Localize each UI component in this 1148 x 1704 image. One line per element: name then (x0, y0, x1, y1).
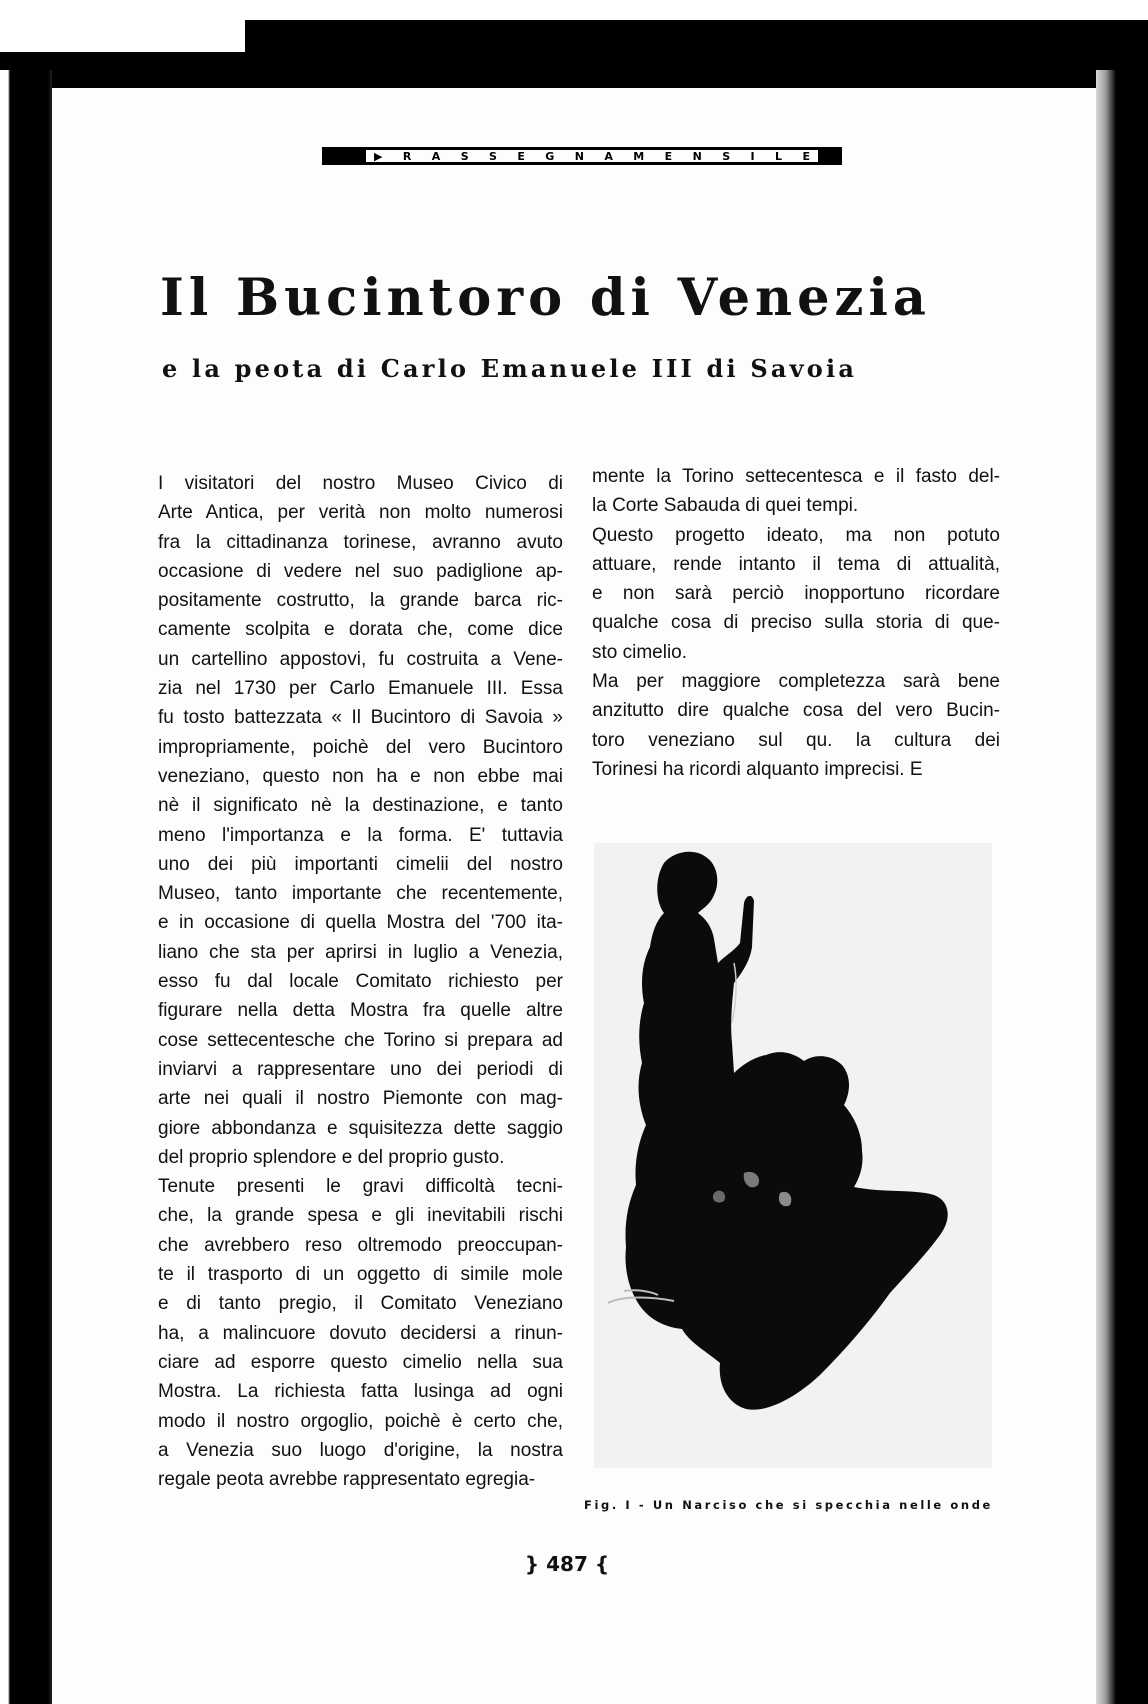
header-letter: I (750, 149, 755, 163)
carved-statue-silhouette-icon (594, 843, 992, 1468)
text-line: anzitutto dire qualche cosa del vero Bucin- (592, 700, 1000, 722)
text-line: inviarvi a rappresentare uno dei periodi di (158, 1058, 563, 1080)
header-letter: E (517, 149, 525, 163)
text-line: ha, a malincuore dovuto decidersi a rinun- (158, 1322, 563, 1344)
header-letter: N (574, 149, 584, 163)
text-line: fra la cittadinanza torinese, avranno avuto (158, 531, 563, 553)
text-line: qualche cosa di preciso sulla storia di que- (592, 612, 1000, 634)
text-line: zia nel 1730 per Carlo Emanuele III. Essa (158, 678, 563, 700)
header-letter: E (664, 149, 673, 163)
header-letter: A (604, 149, 613, 163)
header-letter: R (402, 149, 412, 163)
page-ornament-right: { (594, 1552, 610, 1576)
text-line: Mostra. La richiesta fatta lusinga ad ogni (158, 1381, 563, 1403)
text-line: e non sarà perciò inopportuno ricordare (592, 583, 1000, 605)
text-line: uno dei più importanti cimelii del nostro (158, 853, 563, 875)
text-line: liano che sta per aprirsi in luglio a Venezia, (158, 941, 563, 963)
text-line: e in occasione di quella Mostra del '700 ita- (158, 912, 563, 934)
text-line: giore abbondanza e squisitezza dette saggio (158, 1117, 563, 1139)
header-letter: M (633, 149, 645, 163)
text-line: Arte Antica, per verità non molto numerosi (158, 502, 563, 524)
text-line: meno l'importanza e la forma. E' tuttavia (158, 824, 563, 846)
text-line: del proprio splendore e del proprio gusto. (158, 1146, 505, 1168)
header-letter: G (545, 149, 555, 163)
article-subtitle: e la peota di Carlo Emanuele III di Savoia (162, 354, 858, 383)
scan-shadow-top-band (0, 52, 1148, 92)
text-line: mente la Torino settecentesca e il fasto del- (592, 466, 1000, 487)
header-letter: N (692, 149, 702, 163)
text-line: esso fu dal locale Comitato richiesto per (158, 971, 563, 993)
text-line: sto cimelio. (592, 641, 688, 663)
page-number-value: 487 (546, 1552, 588, 1576)
text-line: camente scolpita e dorata che, come dice (158, 619, 563, 641)
text-line: che, la grande spesa e gli inevitabili rischi (158, 1205, 563, 1227)
page-ornament-left: } (524, 1552, 540, 1576)
section-header-band (322, 147, 842, 165)
text-line: te il trasporto di un oggetto di simile mole (158, 1264, 563, 1286)
text-line: che avrebbero reso oltremodo preoccupan- (158, 1234, 563, 1256)
text-line: ciare ad esporre questo cimelio nella sua (158, 1351, 563, 1373)
text-line: positamente costrutto, la grande barca ric- (158, 590, 563, 612)
text-line: occasione di vedere nel suo padiglione ap- (158, 560, 563, 582)
text-line: un cartellino appostovi, fu costruita a Vene- (158, 648, 563, 670)
header-letter: L (775, 149, 783, 163)
text-line: toro veneziano sul qu. la cultura dei (592, 729, 1000, 751)
text-line: Museo, tanto importante che recentemente, (158, 883, 563, 905)
header-letter: S (489, 149, 497, 163)
header-letter: E (802, 149, 810, 163)
figure-photo (594, 843, 992, 1468)
text-line: e di tanto pregio, il Comitato Veneziano (158, 1293, 563, 1315)
text-line: impropriamente, poichè del vero Bucintoro (158, 736, 563, 758)
figure-caption: Fig. I - Un Narciso che si specchia nelle onde (584, 1498, 993, 1512)
scan-edge-right (1096, 70, 1148, 1704)
text-line: arte nei quali il nostro Piemonte con mag- (158, 1088, 563, 1110)
article-title: Il Bucintoro di Venezia (160, 268, 931, 328)
text-line: cose settecentesche che Torino si prepara ad (158, 1029, 563, 1051)
text-line: figurare nella detta Mostra fra quelle altre (158, 1000, 563, 1022)
text-line: modo il nostro orgoglio, poichè è certo che, (158, 1410, 563, 1432)
text-line: I visitatori del nostro Museo Civico di (158, 473, 563, 494)
header-letter: A (431, 149, 441, 163)
text-line: Torinesi ha ricordi alquanto imprecisi. E (592, 758, 923, 780)
header-band-right-block (818, 147, 842, 165)
header-band-left-block (322, 147, 366, 165)
text-line: Tenute presenti le gravi difficoltà tecni- (158, 1176, 563, 1198)
header-band-letters (366, 147, 818, 165)
scan-edge-left (0, 70, 52, 1704)
text-line: attuare, rende intanto il tema di attualità, (592, 553, 1000, 575)
text-line: la Corte Sabauda di quei tempi. (592, 495, 859, 517)
page-number (522, 1552, 612, 1576)
text-line: veneziano, questo non ha e non ebbe mai (158, 765, 563, 787)
text-line: Ma per maggiore completezza sarà bene (592, 671, 1000, 693)
text-line: Questo progetto ideato, ma non potuto (592, 524, 1000, 546)
text-line: a Venezia suo luogo d'origine, la nostra (158, 1439, 563, 1461)
text-line: regale peota avrebbe rappresentato egregia- (158, 1469, 536, 1491)
text-line: fu tosto battezzata « Il Bucintoro di Savoia » (158, 707, 563, 729)
text-line: nè il significato nè la destinazione, e tanto (158, 795, 563, 817)
header-letter: S (460, 149, 469, 163)
header-mark-icon: ▶ (374, 149, 383, 163)
left-text-column (158, 469, 563, 1494)
header-letter: S (722, 149, 731, 163)
right-text-column (592, 462, 1000, 784)
